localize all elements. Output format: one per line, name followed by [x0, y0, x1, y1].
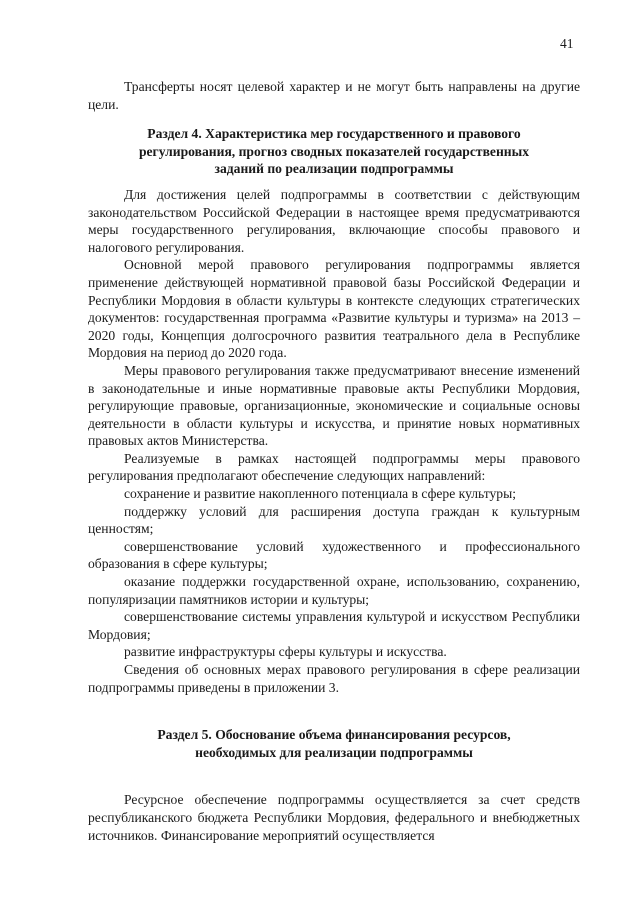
section-4-heading	[88, 125, 580, 178]
section-5-heading-line: необходимых для реализации подпрограммы	[195, 744, 473, 760]
section-4-heading-line: заданий по реализации подпрограммы	[214, 161, 454, 177]
paragraph: Основной мерой правового регулирования подпрограммы является применение действующей нормативной правовой базы Российской Федерации и Республики Мордовия в области культуры в контексте следующих стратегических документов: государственная программа «Развитие культуры и туризма» на 2013 – 2020 годы, Концепция долгосрочного развития театрального дела в Республике Мордовия на период до 2020 года.	[88, 257, 580, 361]
list-item: совершенствование условий художественного и профессионального образования в сфере культуры;	[88, 538, 580, 572]
paragraph: Ресурсное обеспечение подпрограммы осуществляется за счет средств республиканского бюджета Республики Мордовия, федерального и внебюджетных источников. Финансирование мероприятий осуществляется	[88, 792, 580, 843]
list-item: развитие инфраструктуры сферы культуры и искусства.	[124, 644, 447, 660]
document-body	[88, 78, 580, 844]
list-item: сохранение и развитие накопленного потенциала в сфере культуры;	[124, 486, 517, 502]
paragraph: Меры правового регулирования также предусматривают внесение изменений в законодательные и иные нормативные правовые акты Республики Мордовия, регулирующие правовые, организационные, экономические и социальные основы деятельности в области культуры и искусства, и принятие новых нормативных правовых актов Министерства.	[88, 362, 580, 449]
page-number: 41	[560, 36, 574, 51]
section-5-body	[88, 791, 580, 844]
paragraph: Сведения об основных мерах правового регулирования в сфере реализации подпрограммы приведены в приложении 3.	[88, 662, 580, 695]
section-4-body	[88, 186, 580, 696]
list-item: оказание поддержки государственной охране, использованию, сохранению, популяризации памятников истории и культуры;	[88, 574, 580, 607]
paragraph: Для достижения целей подпрограммы в соответствии с действующим законодательством Российской Федерации в настоящее время предусматриваются меры государственного регулирования, включающие способы правового и налогового регулирования.	[88, 186, 580, 255]
list-item: совершенствование системы управления культурой и искусством Республики Мордовия;	[88, 609, 580, 642]
section-4-heading-line: регулирования, прогноз сводных показателей государственных	[138, 143, 530, 159]
paragraph: Реализуемые в рамках настоящей подпрограммы меры правового регулирования предполагают обеспечение следующих направлений:	[88, 450, 580, 484]
section-5-heading-line: Раздел 5. Обоснование объема финансирования ресурсов,	[157, 727, 511, 743]
section-4-heading-line: Раздел 4. Характеристика мер государственного и правового	[147, 126, 521, 142]
paragraph-transfers: Трансферты носят целевой характер и не могут быть направлены на другие цели.	[88, 79, 580, 112]
list-item: поддержку условий для расширения доступа граждан к культурным ценностям;	[88, 503, 580, 537]
section-5-heading	[88, 726, 580, 761]
